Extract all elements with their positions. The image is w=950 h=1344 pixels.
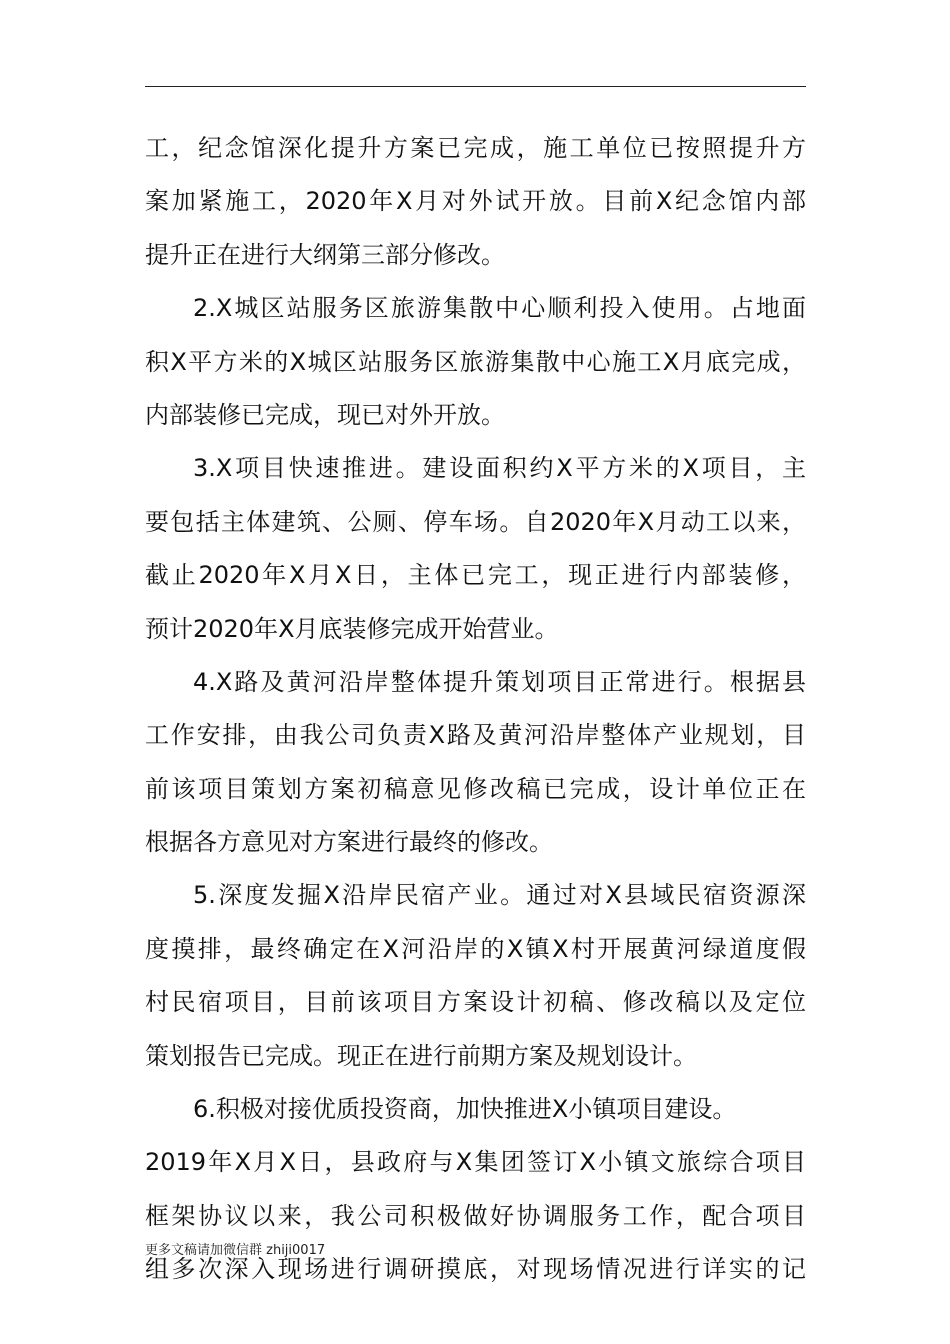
header-divider: [145, 86, 806, 87]
text-line: 积X平方米的X城区站服务区旅游集散中心施工X月底完成，: [145, 347, 806, 376]
text-line: 提升正在进行大纲第三部分修改。: [145, 240, 505, 269]
text-line: 3.X项目快速推进。建设面积约X平方米的X项目，主: [193, 454, 806, 483]
text-line: 内部装修已完成，现已对外开放。: [145, 400, 505, 429]
text-line: 度摸排，最终确定在X河沿岸的X镇X村开展黄河绿道度假: [145, 934, 806, 963]
text-line: 预计2020年X月底装修完成开始营业。: [145, 614, 559, 643]
text-line: 框架协议以来，我公司积极做好协调服务工作，配合项目: [145, 1201, 806, 1230]
footer-note: 更多文稿请加微信群 zhiji0017: [145, 1243, 326, 1258]
text-line: 6.积极对接优质投资商，加快推进X小镇项目建设。: [193, 1095, 737, 1124]
text-line: 根据各方意见对方案进行最终的修改。: [145, 828, 553, 857]
text-line: 组多次深入现场进行调研摸底，对现场情况进行详实的记: [145, 1255, 806, 1284]
text-line: 2019年X月X日，县政府与X集团签订X小镇文旅综合项目: [145, 1148, 806, 1177]
text-line: 2.X城区站服务区旅游集散中心顺利投入使用。占地面: [193, 294, 806, 323]
text-line: 要包括主体建筑、公厕、停车场。自2020年X月动工以来，: [145, 507, 806, 536]
body-text: [145, 122, 806, 1297]
text-line: 案加紧施工，2020年X月对外试开放。目前X纪念馆内部: [145, 187, 806, 216]
text-line: 工作安排，由我公司负责X路及黄河沿岸整体产业规划，目: [145, 721, 806, 750]
text-line: 前该项目策划方案初稿意见修改稿已完成，设计单位正在: [145, 774, 806, 803]
text-line: 工，纪念馆深化提升方案已完成，施工单位已按照提升方: [145, 134, 806, 162]
text-line: 4.X路及黄河沿岸整体提升策划项目正常进行。根据县: [193, 667, 806, 696]
text-line: 村民宿项目，目前该项目方案设计初稿、修改稿以及定位: [145, 988, 806, 1017]
text-line: 5.深度发掘X沿岸民宿产业。通过对X县域民宿资源深: [193, 881, 806, 910]
text-line: 截止2020年X月X日，主体已完工，现正进行内部装修，: [145, 561, 806, 590]
text-line: 策划报告已完成。现正在进行前期方案及规划设计。: [145, 1041, 697, 1070]
